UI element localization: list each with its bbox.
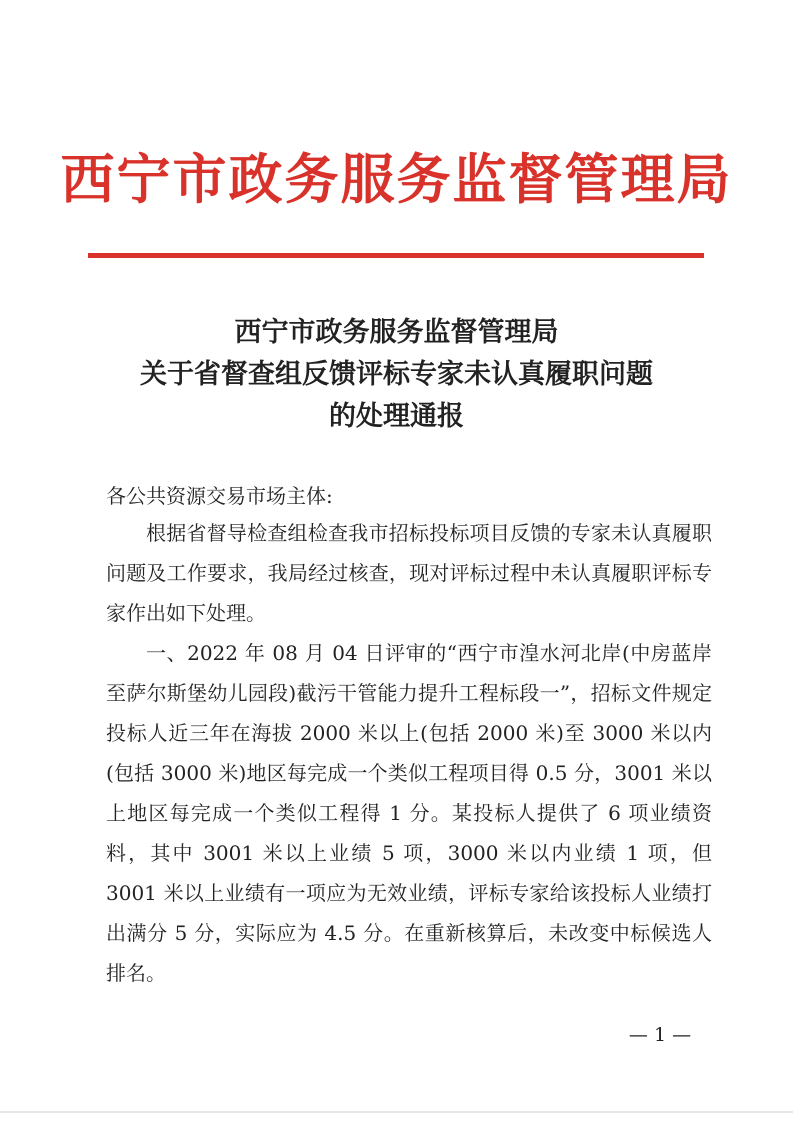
letterhead-red-rule — [88, 253, 704, 258]
document-title-line-2: 关于省督查组反馈评标专家未认真履职问题 — [140, 359, 653, 390]
scan-edge-divider — [0, 1111, 793, 1113]
document-title-line-3: 的处理通报 — [329, 401, 464, 432]
body-paragraph-2: 一、2022 年 08 月 04 日评审的“西宁市湟水河北岸(中房蓝岸至萨尔斯堡幼儿园段)截污干管能力提升工程标段一”，招标文件规定投标人近三年在海拔 2000 米以上(包括 2000 米)至 3000 米以内(包括 3000 米)地区每完成一个类似工程项目得 0.5 分，3001 米以上地区每完成一个类似工程得 1 分。某投标人提供了 6 项业绩资料，其中 3001 米以上业绩 5 项，3000 米以内业绩 1 项，但 3001 米以上业绩有一项应为无效业绩，评标专家给该投标人业绩打出满分 5 分，实际应为 4.5 分。在重新核算后，未改变中标候选人排名。 — [106, 641, 712, 985]
salutation: 各公共资源交易市场主体: — [106, 484, 333, 508]
document-title — [0, 312, 793, 438]
body-paragraph-1: 根据省督导检查组检查我市招标投标项目反馈的专家未认真履职问题及工作要求，我局经过核查，现对评标过程中未认真履职评标专家作出如下处理。 — [106, 521, 712, 625]
page-number: — 1 — — [628, 1024, 692, 1046]
document-title-line-1: 西宁市政务服务监督管理局 — [234, 317, 559, 348]
document-body — [106, 513, 712, 993]
letterhead-title: 西宁市政务服务监督管理局 — [60, 148, 733, 211]
